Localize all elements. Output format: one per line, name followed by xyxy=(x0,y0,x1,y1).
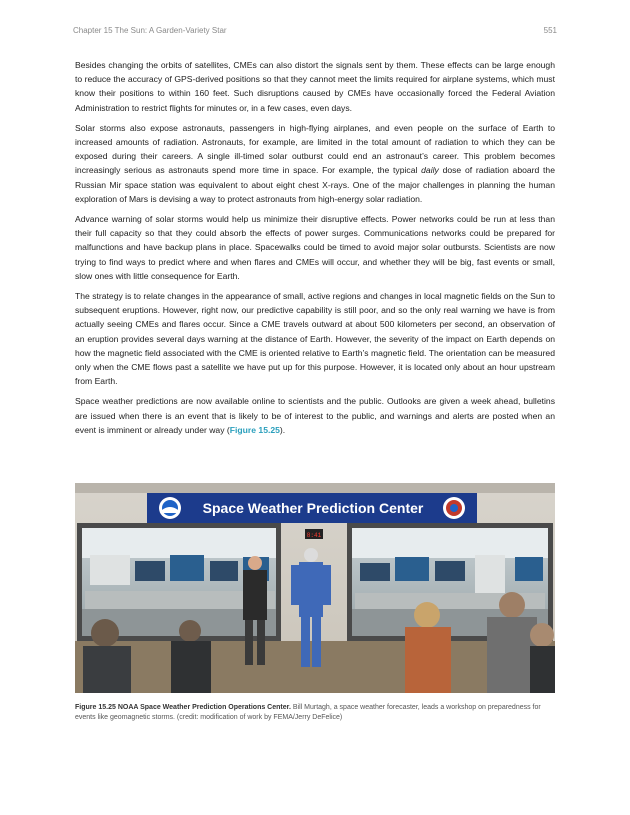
operations-center-photo xyxy=(75,483,555,693)
flight-suit-mannequin xyxy=(304,548,318,562)
banner-title: Space Weather Prediction Center xyxy=(202,500,424,516)
paragraph-5-part-2: ). xyxy=(279,424,286,435)
figure-caption xyxy=(75,703,545,723)
paragraph-5 xyxy=(75,394,555,437)
presenter xyxy=(248,556,262,570)
paragraph-2-part-2: dose of radiation aboard the Russian Mir space station was equivalent to about eight chest X-rays. One of the major challenges in planning the human exploration of Mars is devising a way to protect astronauts from high-energy solar radiation. xyxy=(75,165,555,204)
figure-link[interactable]: Figure 15.25 xyxy=(229,424,280,435)
paragraph-2 xyxy=(75,121,555,206)
page-header xyxy=(73,26,557,38)
paragraph-4: The strategy is to relate changes in the appearance of small, active regions and changes in local magnetic fields on the Sun to subsequent eruptions. However, right now, our predictive capability is still poor, and so the only real warning we have is from actually seeing CMEs and flares occur. Since a CME travels outward at about 500 kilometers per second, an observation of an eruption provides several days warning at the distance of Earth. However, the severity of the impact on Earth depends on how the magnetic field associated with the CME is oriented relative to Earth’s magnetic field. The orientation can be measured only when the CME flows past a satellite we have put up for this purpose. However, it is located only about an hour upstream from Earth. xyxy=(75,291,555,387)
figure-photo xyxy=(75,483,555,693)
body-text xyxy=(75,58,555,443)
paragraph-1: Besides changing the orbits of satellites, CMEs can also distort the signals sent by them. These effects can be large enough to reduce the accuracy of GPS-derived positions so that they cannot meet the limits required for airplane systems, which must know their positions to within 160 feet. Such disruptions caused by CMEs have occasionally forced the Federal Aviation Administration to restrict flights for minutes or, in a few cases, even days. xyxy=(75,60,555,113)
paragraph-5-part-1: Space weather predictions are now available online to scientists and the public. Outlooks are given a week ahead, bulletins are issued when there is an event that is likely to be of interest to the public, and warnings and alerts are posted when an event is imminent or already under way ( xyxy=(75,396,555,435)
paragraph-3: Advance warning of solar storms would help us minimize their disruptive effects. Power networks could be run at less than their full capacity so that they could absorb the effects of power surges. Communications networks could be prepared for malfunctions and have backup plans in place. Spacewalks could be timed to avoid major solar outbursts. Scientists are now trying to find ways to predict where and when flares and CMEs will occur, and whether they will be big, fast events or small, slow ones with little consequence for Earth. xyxy=(75,214,555,281)
paragraph-2-part-1: Solar storms also expose astronauts, passengers in high-flying airplanes, and even people on the surface of Earth to increased amounts of radiation. Astronauts, for example, are limited in the total amount of radiation to which they can be exposed during their careers. A single ill-timed solar outburst could end an astronaut’s career. This problem becomes increasingly serious as astronauts spend more time in space. For example, the typical xyxy=(75,122,555,176)
audience xyxy=(91,619,119,647)
emphasis-daily: daily xyxy=(421,165,439,176)
wall-clock: 8:41 xyxy=(306,532,322,539)
caption-text: Bill Murtagh, a space weather forecaster, leads a workshop on preparedness for events like geomagnetic storms. (credit: modification of work by FEMA/Jerry DeFelice) xyxy=(75,704,541,721)
caption-label: Figure 15.25 xyxy=(75,704,116,711)
page-number: 551 xyxy=(543,26,557,35)
caption-title: NOAA Space Weather Prediction Operations Center. xyxy=(117,704,291,711)
chapter-title: Chapter 15 The Sun: A Garden-Variety Star xyxy=(73,26,227,35)
